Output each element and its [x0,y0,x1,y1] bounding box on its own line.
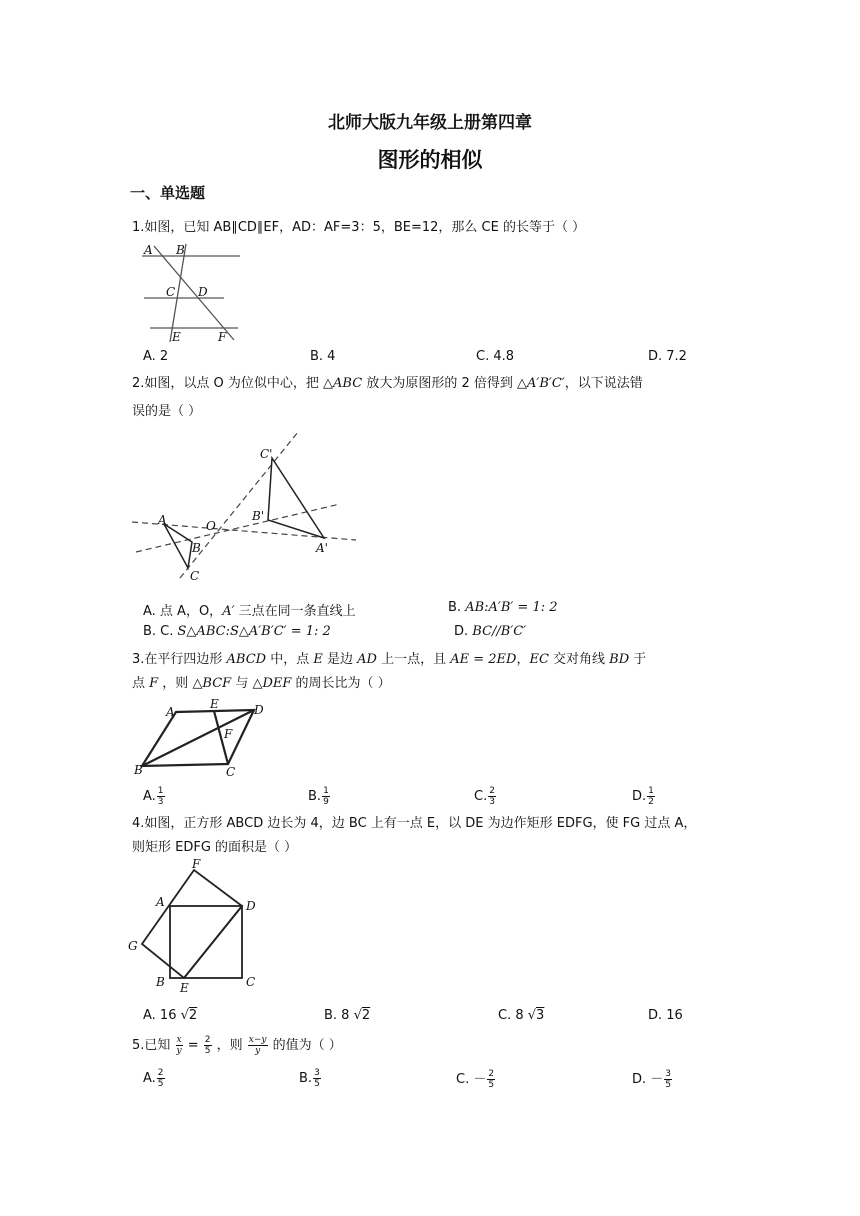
svg-text:C': C' [260,447,273,461]
svg-text:A: A [144,243,153,257]
q5-option-d: D. － $\frac{3}{5}$ [632,1069,672,1090]
q3-option-d: D. $\frac{1}{2}$ [632,786,654,807]
document-title: 北师大版九年级上册第四章 [328,113,532,133]
question-2-stem-line2: 误的是（ ） [132,404,202,419]
question-4-stem: 4.如图，正方形 ABCD 边长为 4，边 BC 上有一点 E，以 DE 为边作矩形 EDFG，使 FG 过点 A， [132,816,697,831]
svg-text:O: O [206,519,216,533]
svg-text:B: B [176,243,185,257]
svg-text:C: C [190,569,200,583]
question-5-stem: 5.已知 $\frac{x}{y}$ = $\frac{2}{5}$ ，则 $\frac{x-y}{y}$ 的值为（ ） [132,1035,342,1056]
svg-text:F: F [218,330,227,344]
q2-option-a: A. 点 A，O，A′ 三点在同一条直线上 [143,604,356,619]
q4-option-a: A. 16 √2 [143,1008,198,1023]
svg-text:C: C [246,975,256,989]
svg-text:D: D [254,703,264,717]
q2-option-c: B. C. S△ABC:S△A′B′C′ = 1: 2 [143,624,331,639]
svg-text:F: F [192,857,201,871]
svg-text:D: D [198,285,208,299]
svg-text:B: B [156,975,165,989]
question-3-stem-line2: 点 F ，则 △BCF 与 △DEF 的周长比为（ ） [132,676,391,691]
question-4-stem-line2: 则矩形 EDFG 的面积是（ ） [132,840,298,855]
q1-option-a: A. 2 [143,349,169,364]
q3-option-b: B. $\frac{1}{9}$ [308,786,329,807]
q2-option-d: D. BC//B′C′ [454,624,527,639]
question-2-figure [128,428,364,590]
question-3-figure [130,698,270,778]
q1-option-b: B. 4 [310,349,336,364]
q4-option-d: D. 16 [648,1008,683,1023]
document-subtitle: 图形的相似 [377,148,483,172]
svg-text:B: B [134,763,143,777]
svg-text:C: C [226,765,236,778]
svg-text:A: A [156,895,165,909]
q4-option-b: B. 8 √2 [324,1008,371,1023]
svg-text:G: G [128,939,138,953]
question-3-stem: 3.在平行四边形 ABCD 中，点 E 是边 AD 上一点，且 AE = 2ED，EC 交对角线 BD 于 [132,652,647,667]
svg-text:A: A [166,705,175,719]
svg-text:E: E [180,981,189,995]
q5-option-c: C. － $\frac{2}{5}$ [456,1069,495,1090]
svg-text:A': A' [316,541,328,555]
svg-text:F: F [224,727,233,741]
q1-option-d: D. 7.2 [648,349,687,364]
question-1-stem: 1.如图，已知 AB∥CD∥EF，AD：AF=3：5，BE=12，那么 CE 的长等于（ ） [132,220,586,235]
q3-option-a: A. $\frac{1}{3}$ [143,786,164,807]
q5-option-b: B. $\frac{3}{5}$ [299,1068,320,1089]
question-1-figure [136,240,248,344]
q1-option-c: C. 4.8 [476,349,515,364]
question-2-stem: 2.如图，以点 O 为位似中心，把 △ABC 放大为原图形的 2 倍得到 △A′B′C′，以下说法错 [132,376,643,391]
svg-text:E: E [172,330,181,344]
q3-option-c: C. $\frac{2}{3}$ [474,786,495,807]
svg-text:B': B' [252,509,265,523]
section-heading: 一、单选题 [130,184,206,202]
q4-option-c: C. 8 √3 [498,1008,545,1023]
question-4-figure [126,854,264,996]
svg-text:A: A [158,513,167,527]
q5-option-a: A. $\frac{2}{5}$ [143,1068,164,1089]
q2-option-b: B. AB:A′B′ = 1: 2 [448,600,558,615]
svg-text:B: B [192,541,201,555]
svg-text:C: C [166,285,176,299]
svg-text:D: D [246,899,256,913]
svg-text:E: E [210,698,219,711]
